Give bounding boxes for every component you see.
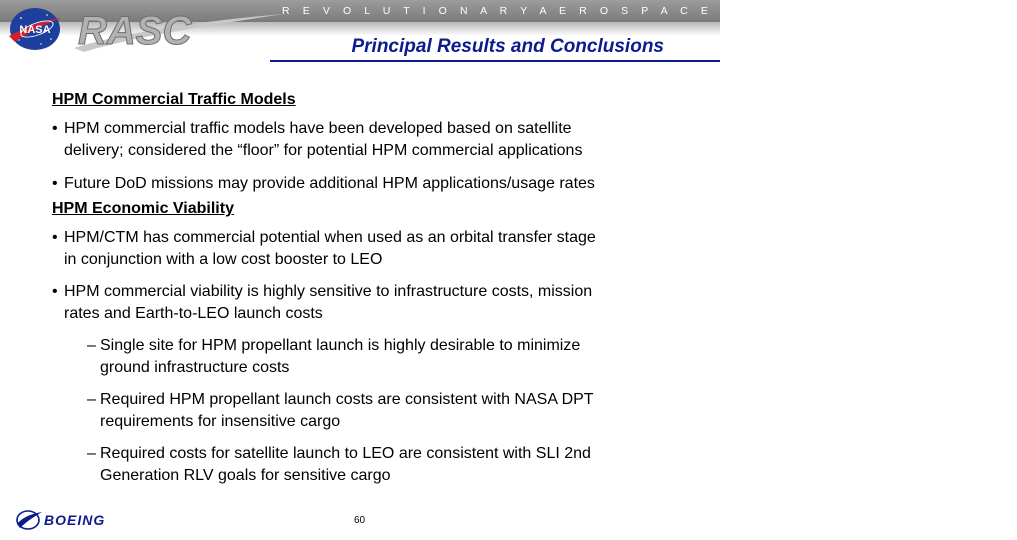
bullet-line: HPM commercial traffic models have been developed based on satellite: [64, 120, 572, 137]
sub-bullet-line: Required HPM propellant launch costs are consistent with NASA DPT: [100, 391, 594, 408]
slide-content: [52, 90, 692, 487]
page-number: 60: [354, 515, 366, 526]
sub-bullet-line: Required costs for satellite launch to LEO are consistent with SLI 2nd: [100, 445, 591, 462]
sub-bullet-line: ground infrastructure costs: [100, 359, 290, 376]
bullet-line: HPM/CTM has commercial potential when used as an orbital transfer stage: [64, 229, 596, 246]
bullet-dot-icon: •: [52, 175, 58, 192]
bullet-line: delivery; considered the “floor” for potential HPM commercial applications: [64, 142, 583, 159]
bullet-dot-icon: •: [52, 229, 58, 246]
page-title: Principal Results and Conclusions: [351, 36, 664, 57]
bullet-line: in conjunction with a low cost booster to LEO: [64, 251, 383, 268]
boeing-logo-text: BOEING: [44, 512, 106, 528]
section-heading-traffic: HPM Commercial Traffic Models: [52, 91, 296, 108]
sub-bullet-line: Generation RLV goals for sensitive cargo: [100, 467, 391, 484]
sub-bullet-item: [52, 335, 692, 379]
sub-bullet-line: Single site for HPM propellant launch is highly desirable to minimize: [100, 337, 581, 354]
bullet-dot-icon: •: [52, 283, 58, 300]
dash-icon: –: [87, 445, 96, 462]
bullet-item: [52, 281, 692, 325]
bullet-line: Future DoD missions may provide additional HPM applications/usage rates: [64, 175, 595, 192]
dash-icon: –: [87, 337, 96, 354]
nasa-logo-text: NASA: [19, 24, 51, 36]
boeing-logo-icon: [14, 506, 144, 534]
bullet-item: [52, 173, 692, 195]
sub-bullet-line: requirements for insensitive cargo: [100, 413, 341, 430]
rasc-logo-text: RASC: [78, 9, 192, 53]
header-banner: [0, 0, 1017, 58]
bullet-line: HPM commercial viability is highly sensitive to infrastructure costs, mission: [64, 283, 593, 300]
sub-bullet-item: [52, 443, 692, 487]
bullet-item: [52, 227, 692, 271]
nasa-logo-icon: [7, 6, 63, 52]
bullet-line: rates and Earth-to-LEO launch costs: [64, 305, 323, 322]
section-heading-economic: HPM Economic Viability: [52, 200, 234, 217]
sub-bullet-item: [52, 389, 692, 433]
bullet-dot-icon: •: [52, 120, 58, 137]
title-rule: [270, 60, 720, 62]
rasc-logo-icon: [70, 4, 290, 54]
tagline: R E V O L U T I O N A R Y A E R O S P A C E S Y S T E M S C O N C E P T S: [282, 5, 1017, 17]
dash-icon: –: [87, 391, 96, 408]
bullet-item: [52, 118, 692, 162]
